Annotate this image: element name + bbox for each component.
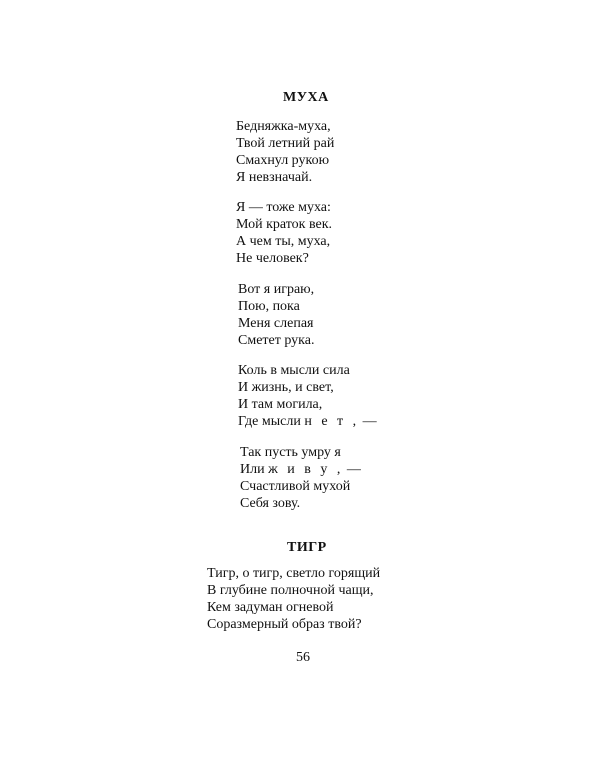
poem-line: И там могила, (238, 397, 323, 412)
poem-line: Вот я играю, (238, 282, 315, 297)
poem-line: Коль в мысли сила (238, 363, 350, 378)
poem-line: Счастливой мухой (240, 479, 351, 494)
poem-line (238, 413, 377, 430)
poem-line: В глубине полночной чащи, (207, 583, 374, 598)
poem-line: Соразмерный образ твой? (207, 617, 362, 632)
poem-line: Я невзначай. (236, 170, 313, 185)
poem-line: Сметет рука. (238, 333, 315, 348)
poem-line: А чем ты, муха, (236, 234, 331, 249)
line-text-part: Или (240, 462, 269, 477)
poem-line (240, 461, 361, 478)
poem-line: Я — тоже муха: (236, 200, 331, 215)
line-text-emphasis: ж и в у , (268, 462, 344, 477)
line-text-part: — (343, 462, 361, 477)
poem-line: Мой краток век. (236, 217, 333, 232)
poem-line: Меня слепая (238, 316, 314, 331)
poem-line: Пою, пока (238, 299, 300, 314)
page-number: 56 (296, 650, 310, 665)
line-text-part: — (359, 414, 377, 429)
line-text-emphasis: н е т , (304, 414, 360, 429)
poem-line: Не человек? (236, 251, 309, 266)
poem-line: И жизнь, и свет, (238, 380, 334, 395)
poem-line: Кем задуман огневой (207, 600, 334, 615)
poem-title-mukha: МУХА (283, 90, 329, 105)
poem-line: Так пусть умру я (240, 445, 341, 460)
poem-line: Смахнул рукою (236, 153, 330, 168)
poem-title-tigr: ТИГР (287, 540, 327, 555)
poem-line: Твой летний рай (236, 136, 335, 151)
poem-line: Тигр, о тигр, светло горящий (207, 566, 381, 581)
poem-line: Бедняжка-муха, (236, 119, 331, 134)
poem-line: Себя зову. (240, 496, 301, 511)
line-text-part: Где мысли (238, 414, 305, 429)
